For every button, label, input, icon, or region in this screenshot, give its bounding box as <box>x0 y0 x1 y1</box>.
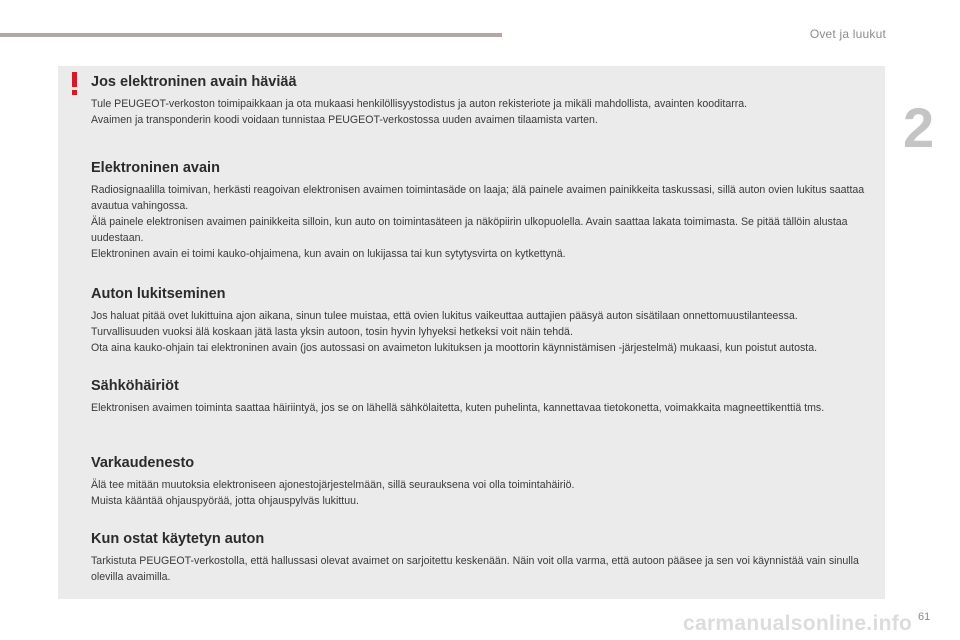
section-paragraph: Turvallisuuden vuoksi älä koskaan jätä lasta yksin autoon, tosin hyvin lyhyeksi hetkeksi voit näin tehdä. <box>91 326 573 338</box>
section-paragraph: Avaimen ja transponderin koodi voidaan tunnistaa PEUGEOT-verkostossa uuden avaimen tilaamista varten. <box>91 114 598 126</box>
section-heading: Auton lukitseminen <box>91 286 226 302</box>
section-paragraph: Tarkistuta PEUGEOT-verkostolla, että hallussasi olevat avaimet on sarjoitettu keskenään. Näin voit olla varma, että autoon pääsee ja sen voi käynnistää vain sinulla olevilla avaimilla. <box>91 555 859 583</box>
section-paragraph: Radiosignaalilla toimivan, herkästi reagoivan elektronisen avaimen toimintasäde on laaja; älä painele avaimen painikkeita taskussasi, sillä auton ovien lukitus saattaa avautua vahingossa. <box>91 184 865 212</box>
chapter-number: 2 <box>903 96 935 159</box>
section-paragraph: Älä tee mitään muutoksia elektroniseen ajonestojärjestelmään, sillä seurauksena voi olla toimintahäiriö. <box>91 479 575 491</box>
section-anti-theft <box>91 455 881 509</box>
chapter-title: Ovet ja luukut <box>809 27 886 41</box>
watermark: carmanualsonline.info <box>683 612 913 635</box>
section-heading: Jos elektroninen avain häviää <box>91 74 297 90</box>
section-paragraph: Muista kääntää ohjauspyörää, jotta ohjauspylväs lukittuu. <box>91 495 359 507</box>
section-used-car <box>91 531 881 585</box>
warning-exclamation-icon <box>70 72 80 94</box>
section-heading: Sähköhäiriöt <box>91 378 179 394</box>
section-electrical-interference <box>91 378 881 416</box>
section-paragraph: Älä painele elektronisen avaimen painikkeita silloin, kun auto on toimintasäteen ja näköpiirin ulkopuolella. Avain saattaa lakata toimimasta. Se pitää tällöin alustaa uudestaan. <box>91 216 848 244</box>
section-heading: Varkaudenesto <box>91 455 195 471</box>
section-heading: Kun ostat käytetyn auton <box>91 531 265 547</box>
section-locking <box>91 286 881 356</box>
section-paragraph: Elektroninen avain ei toimi kauko-ohjaimena, kun avain on lukijassa tai kun sytytysvirta on kytkettynä. <box>91 248 566 260</box>
header-rule <box>0 33 502 37</box>
section-paragraph: Elektronisen avaimen toiminta saattaa häiriintyä, jos se on lähellä sähkölaitetta, kuten puhelinta, kannettavaa tietokonetta, voimakkaita magneettikenttiä tms. <box>91 402 825 414</box>
section-paragraph: Tule PEUGEOT-verkoston toimipaikkaan ja ota mukaasi henkilöllisyystodistus ja auton rekisteriote ja mikäli mahdollista, avainten kooditarra. <box>91 98 748 110</box>
section-heading: Elektroninen avain <box>91 160 220 176</box>
page-number: 61 <box>918 611 931 623</box>
section-lost-key <box>91 74 881 128</box>
section-paragraph: Ota aina kauko-ohjain tai elektroninen avain (jos autossasi on avaimeton lukituksen ja moottorin käynnistämisen -järjestelmä) mukaasi, kun poistut autosta. <box>91 342 818 354</box>
section-electronic-key <box>91 160 881 262</box>
section-paragraph: Jos haluat pitää ovet lukittuina ajon aikana, sinun tulee muistaa, että ovien lukitus vaikeuttaa auttajien pääsyä auton sisätilaan onnettomuustilanteessa. <box>91 310 798 322</box>
